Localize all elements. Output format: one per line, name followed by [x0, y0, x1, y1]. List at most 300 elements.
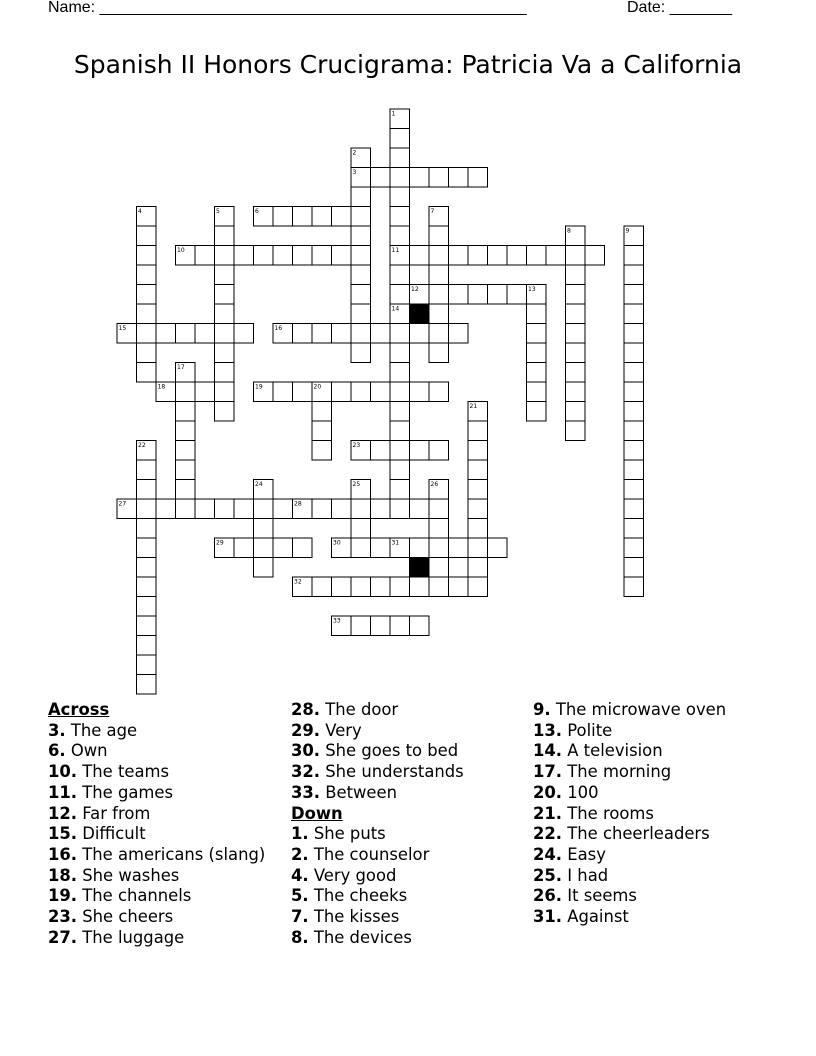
grid-cell[interactable]: [488, 538, 508, 558]
grid-cell[interactable]: [293, 382, 313, 402]
grid-cell[interactable]: [371, 441, 391, 461]
grid-cell[interactable]: [371, 577, 391, 597]
clue-text: She goes to bed: [320, 741, 459, 761]
grid-cell[interactable]: [176, 324, 196, 344]
grid-cell[interactable]: [527, 363, 547, 383]
grid-cell[interactable]: [390, 402, 410, 422]
grid-cell[interactable]: [215, 304, 235, 324]
grid-cell[interactable]: [468, 519, 488, 539]
name-field[interactable]: Name: ________________________________________________: [48, 0, 527, 16]
grid-cell[interactable]: [371, 499, 391, 519]
grid-cell[interactable]: [390, 324, 410, 344]
grid-cell[interactable]: [273, 499, 293, 519]
grid-cell[interactable]: [332, 499, 352, 519]
grid-cell[interactable]: [351, 207, 371, 227]
grid-cell[interactable]: [449, 538, 469, 558]
grid-cell[interactable]: [351, 285, 371, 305]
grid-cell[interactable]: [215, 402, 235, 422]
grid-cell[interactable]: [507, 246, 527, 266]
clue-item: [533, 741, 726, 762]
grid-cell[interactable]: [176, 402, 196, 422]
clue-number: 27: [118, 500, 127, 508]
clue-text: I had: [562, 865, 609, 885]
clue-num: 20.: [533, 782, 563, 802]
grid-cell[interactable]: [293, 324, 313, 344]
grid-cell[interactable]: [332, 382, 352, 402]
grid-cell[interactable]: [527, 382, 547, 402]
grid-cell[interactable]: [468, 558, 488, 578]
grid-cell[interactable]: [137, 460, 157, 480]
grid-cell[interactable]: [527, 402, 547, 422]
grid-cell[interactable]: [234, 538, 254, 558]
clue-num: 19.: [48, 886, 78, 906]
grid-cell[interactable]: [332, 246, 352, 266]
grid-cell[interactable]: [176, 382, 196, 402]
grid-cell[interactable]: [156, 499, 176, 519]
grid-cell[interactable]: [624, 460, 644, 480]
clue-num: 23.: [48, 907, 78, 927]
clue-item: [48, 762, 265, 783]
clue-number: 21: [469, 403, 478, 410]
grid-cell[interactable]: [410, 538, 430, 558]
grid-cell[interactable]: [254, 519, 274, 539]
clue-number: 3: [352, 169, 357, 176]
clue-text: The channels: [77, 886, 192, 906]
grid-cell[interactable]: [566, 363, 586, 383]
grid-cell[interactable]: [390, 265, 410, 285]
grid-cell[interactable]: [449, 324, 469, 344]
grid-cell[interactable]: [624, 324, 644, 344]
clue-text: Against: [562, 907, 629, 927]
grid-cell[interactable]: [527, 343, 547, 363]
grid-cell[interactable]: [332, 324, 352, 344]
grid-cell[interactable]: [351, 343, 371, 363]
clue-item: [291, 741, 464, 762]
clue-number: 20: [313, 383, 322, 391]
grid-cell[interactable]: [410, 577, 430, 597]
clue-num: 21.: [533, 803, 563, 823]
grid-cell[interactable]: [273, 246, 293, 266]
grid-cell[interactable]: [624, 402, 644, 422]
blocked-cell: [410, 558, 430, 578]
grid-cell[interactable]: [371, 616, 391, 636]
grid-cell[interactable]: [371, 168, 391, 188]
clue-num: 30.: [291, 741, 321, 761]
clue-item: [291, 845, 464, 866]
grid-cell[interactable]: [312, 207, 332, 227]
clue-number: 12: [411, 286, 419, 293]
grid-cell[interactable]: [351, 616, 371, 636]
grid-cell[interactable]: [527, 246, 547, 266]
grid-cell[interactable]: [351, 324, 371, 344]
down-heading: Down: [291, 803, 343, 823]
grid-cell[interactable]: [195, 499, 215, 519]
grid-cell[interactable]: [137, 577, 157, 597]
grid-cell[interactable]: [390, 285, 410, 305]
grid-cell[interactable]: [351, 304, 371, 324]
grid-cell[interactable]: [312, 441, 332, 461]
grid-cell[interactable]: [507, 285, 527, 305]
grid-cell[interactable]: [449, 168, 469, 188]
clue-num: 31.: [533, 907, 563, 927]
grid-cell[interactable]: [390, 421, 410, 441]
grid-cell[interactable]: [215, 324, 235, 344]
grid-cell[interactable]: [137, 616, 157, 636]
clue-num: 28.: [291, 700, 321, 719]
grid-cell[interactable]: [429, 304, 449, 324]
grid-cell[interactable]: [624, 441, 644, 461]
grid-cell[interactable]: [468, 285, 488, 305]
grid-cell[interactable]: [390, 168, 410, 188]
grid-cell[interactable]: [254, 499, 274, 519]
clue-item: [48, 845, 265, 866]
clue-item: [533, 824, 726, 845]
clue-text: The teams: [77, 762, 170, 782]
clue-number: 15: [118, 325, 127, 332]
grid-cell[interactable]: [137, 265, 157, 285]
grid-cell[interactable]: [410, 324, 430, 344]
grid-cell[interactable]: [527, 324, 547, 344]
clue-item: [533, 783, 726, 804]
grid-cell[interactable]: [137, 304, 157, 324]
grid-cell[interactable]: [176, 460, 196, 480]
grid-cell[interactable]: [390, 187, 410, 207]
grid-cell[interactable]: [566, 324, 586, 344]
grid-cell[interactable]: [429, 441, 449, 461]
clue-num: 12.: [48, 803, 78, 823]
clue-item: [533, 845, 726, 866]
grid-cell[interactable]: [624, 304, 644, 324]
grid-cell[interactable]: [390, 616, 410, 636]
clue-item: [48, 907, 265, 928]
grid-cell[interactable]: [566, 402, 586, 422]
grid-cell[interactable]: [351, 265, 371, 285]
clue-number: 4: [138, 208, 142, 215]
clue-num: 33.: [291, 782, 321, 802]
grid-cell[interactable]: [410, 168, 430, 188]
grid-cell[interactable]: [566, 285, 586, 305]
grid-cell[interactable]: [624, 343, 644, 363]
clue-number: 16: [274, 325, 283, 332]
grid-cell[interactable]: [137, 226, 157, 246]
grid-cell[interactable]: [410, 616, 430, 636]
grid-cell[interactable]: [137, 324, 157, 344]
grid-cell[interactable]: [215, 499, 235, 519]
grid-cell[interactable]: [293, 207, 313, 227]
grid-cell[interactable]: [273, 207, 293, 227]
clue-text: The devices: [308, 927, 412, 947]
grid-cell[interactable]: [371, 538, 391, 558]
clue-number: 14: [391, 305, 400, 313]
clue-text: The microwave oven: [550, 700, 727, 719]
clue-num: 14.: [533, 741, 563, 761]
grid-cell[interactable]: [429, 558, 449, 578]
clue-num: 6.: [48, 741, 66, 761]
clue-item: [533, 762, 726, 783]
clue-number: 19: [255, 383, 263, 391]
grid-cell[interactable]: [137, 538, 157, 558]
grid-cell[interactable]: [566, 246, 586, 266]
grid-cell[interactable]: [410, 246, 430, 266]
grid-cell[interactable]: [624, 421, 644, 441]
clue-item: [291, 762, 464, 783]
clue-number: 25: [352, 481, 361, 488]
grid-cell[interactable]: [449, 577, 469, 597]
clue-text: She understands: [320, 762, 464, 782]
clue-num: 7.: [291, 907, 309, 927]
grid-cell[interactable]: [312, 324, 332, 344]
clue-num: 26.: [533, 886, 563, 906]
clue-number: 2: [352, 149, 357, 157]
date-field[interactable]: Date: _______: [627, 0, 732, 16]
grid-cell[interactable]: [156, 324, 176, 344]
clue-item: [291, 721, 464, 742]
grid-cell[interactable]: [312, 421, 332, 441]
grid-cell[interactable]: [234, 499, 254, 519]
grid-cell[interactable]: [624, 519, 644, 539]
grid-cell[interactable]: [254, 538, 274, 558]
grid-cell[interactable]: [215, 265, 235, 285]
grid-cell[interactable]: [176, 421, 196, 441]
grid-cell[interactable]: [351, 499, 371, 519]
grid-cell[interactable]: [390, 577, 410, 597]
clue-num: 29.: [291, 720, 321, 740]
clue-item: [48, 783, 265, 804]
grid-cell[interactable]: [137, 519, 157, 539]
clue-number: 28: [294, 500, 302, 508]
clue-text: The kisses: [308, 907, 400, 927]
grid-cell[interactable]: [390, 382, 410, 402]
grid-cell[interactable]: [351, 577, 371, 597]
grid-cell[interactable]: [429, 226, 449, 246]
clue-text: The counselor: [308, 844, 430, 864]
grid-cell[interactable]: [468, 441, 488, 461]
grid-cell[interactable]: [410, 441, 430, 461]
grid-cell[interactable]: [624, 558, 644, 578]
grid-cell[interactable]: [351, 382, 371, 402]
grid-cell[interactable]: [468, 168, 488, 188]
grid-cell[interactable]: [390, 226, 410, 246]
grid-cell[interactable]: [527, 304, 547, 324]
clue-item: [48, 886, 265, 907]
grid-cell[interactable]: [566, 382, 586, 402]
grid-cell[interactable]: [624, 382, 644, 402]
clue-num: 17.: [533, 762, 563, 782]
clue-number: 32: [294, 578, 302, 586]
clue-item: [48, 741, 265, 762]
grid-cell[interactable]: [351, 538, 371, 558]
grid-cell[interactable]: [468, 480, 488, 500]
grid-cell[interactable]: [624, 577, 644, 597]
clue-num: 13.: [533, 720, 563, 740]
clue-item: [533, 866, 726, 887]
grid-cell[interactable]: [215, 246, 235, 266]
grid-cell[interactable]: [429, 168, 449, 188]
grid-cell[interactable]: [546, 246, 566, 266]
grid-cell[interactable]: [137, 558, 157, 578]
grid-cell[interactable]: [390, 363, 410, 383]
clue-number: 1: [391, 110, 396, 118]
clue-number: 6: [255, 208, 259, 215]
grid-cell[interactable]: [137, 480, 157, 500]
clue-number: 26: [430, 481, 439, 488]
grid-cell[interactable]: [488, 285, 508, 305]
clue-num: 4.: [291, 865, 309, 885]
grid-cell[interactable]: [137, 363, 157, 383]
grid-cell[interactable]: [624, 480, 644, 500]
grid-cell[interactable]: [137, 597, 157, 617]
clue-text: The luggage: [77, 927, 185, 947]
grid-cell[interactable]: [585, 246, 605, 266]
clue-text: The door: [320, 700, 399, 719]
grid-cell[interactable]: [254, 246, 274, 266]
grid-cell[interactable]: [390, 343, 410, 363]
clue-number: 30: [333, 539, 341, 547]
grid-cell[interactable]: [390, 129, 410, 149]
blocked-cell: [410, 304, 430, 324]
grid-cell[interactable]: [351, 246, 371, 266]
grid-cell[interactable]: [488, 246, 508, 266]
clue-number: 8: [567, 227, 571, 235]
grid-cell[interactable]: [624, 246, 644, 266]
clue-num: 25.: [533, 865, 563, 885]
grid-cell[interactable]: [468, 246, 488, 266]
grid-cell[interactable]: [566, 265, 586, 285]
grid-cell[interactable]: [137, 246, 157, 266]
clue-num: 2.: [291, 844, 309, 864]
clue-item: [48, 804, 265, 825]
clue-item: [48, 721, 265, 742]
grid-cell[interactable]: [273, 382, 293, 402]
grid-cell[interactable]: [371, 324, 391, 344]
grid-cell[interactable]: [624, 265, 644, 285]
clue-text: Very: [320, 720, 362, 740]
clue-number: 31: [391, 539, 400, 547]
grid-cell[interactable]: [624, 499, 644, 519]
grid-cell[interactable]: [215, 343, 235, 363]
grid-cell[interactable]: [215, 382, 235, 402]
grid-cell[interactable]: [273, 538, 293, 558]
clue-number: 5: [216, 208, 220, 215]
clue-text: She puts: [308, 824, 386, 844]
grid-cell[interactable]: [137, 655, 157, 675]
grid-cell[interactable]: [293, 538, 313, 558]
clue-number: 24: [255, 481, 263, 488]
grid-cell[interactable]: [468, 499, 488, 519]
grid-cell[interactable]: [137, 343, 157, 363]
grid-cell[interactable]: [429, 343, 449, 363]
grid-cell[interactable]: [371, 382, 391, 402]
grid-cell[interactable]: [429, 246, 449, 266]
clue-text: Own: [65, 741, 108, 761]
clue-text: Between: [320, 782, 397, 802]
grid-cell[interactable]: [390, 207, 410, 227]
grid-cell[interactable]: [624, 363, 644, 383]
clue-text: It seems: [562, 886, 637, 906]
grid-cell[interactable]: [137, 636, 157, 656]
grid-cell[interactable]: [234, 324, 254, 344]
grid-cell[interactable]: [195, 324, 215, 344]
clue-num: 15.: [48, 824, 78, 844]
grid-cell[interactable]: [410, 382, 430, 402]
grid-cell[interactable]: [293, 246, 313, 266]
grid-cell[interactable]: [332, 577, 352, 597]
grid-cell[interactable]: [234, 246, 254, 266]
clue-num: 22.: [533, 824, 563, 844]
grid-cell[interactable]: [449, 246, 469, 266]
grid-cell[interactable]: [215, 363, 235, 383]
grid-cell[interactable]: [410, 499, 430, 519]
clue-num: 24.: [533, 844, 563, 864]
grid-cell[interactable]: [137, 499, 157, 519]
grid-cell[interactable]: [566, 421, 586, 441]
grid-cell[interactable]: [176, 499, 196, 519]
grid-cell[interactable]: [215, 285, 235, 305]
across-heading: Across: [48, 700, 110, 719]
grid-cell[interactable]: [312, 499, 332, 519]
grid-cell[interactable]: [137, 285, 157, 305]
grid-cell[interactable]: [176, 441, 196, 461]
clue-num: 8.: [291, 927, 309, 947]
grid-cell[interactable]: [468, 460, 488, 480]
grid-cell[interactable]: [312, 246, 332, 266]
grid-cell[interactable]: [351, 519, 371, 539]
grid-cell[interactable]: [429, 519, 449, 539]
grid-cell[interactable]: [468, 577, 488, 597]
grid-cell[interactable]: [429, 499, 449, 519]
clue-text: Polite: [562, 720, 613, 740]
clue-column-1: [48, 700, 265, 948]
clue-num: 9.: [533, 700, 551, 719]
grid-cell[interactable]: [429, 285, 449, 305]
grid-cell[interactable]: [468, 421, 488, 441]
grid-cell[interactable]: [390, 499, 410, 519]
grid-cell[interactable]: [351, 187, 371, 207]
grid-cell[interactable]: [254, 558, 274, 578]
grid-cell[interactable]: [429, 577, 449, 597]
grid-cell[interactable]: [351, 226, 371, 246]
grid-cell[interactable]: [468, 538, 488, 558]
grid-cell[interactable]: [390, 460, 410, 480]
grid-cell[interactable]: [312, 402, 332, 422]
grid-cell[interactable]: [624, 285, 644, 305]
grid-cell[interactable]: [390, 148, 410, 168]
grid-cell[interactable]: [390, 480, 410, 500]
grid-cell[interactable]: [390, 441, 410, 461]
clue-text: The cheerleaders: [562, 824, 710, 844]
grid-cell[interactable]: [566, 343, 586, 363]
grid-cell[interactable]: [429, 265, 449, 285]
grid-cell[interactable]: [429, 538, 449, 558]
clue-num: 27.: [48, 927, 78, 947]
grid-cell[interactable]: [215, 226, 235, 246]
grid-cell[interactable]: [449, 285, 469, 305]
clue-text: The cheeks: [308, 886, 408, 906]
grid-cell[interactable]: [176, 480, 196, 500]
clue-number: 18: [157, 383, 166, 391]
clue-number: 10: [177, 247, 185, 254]
grid-cell[interactable]: [195, 246, 215, 266]
grid-cell[interactable]: [332, 207, 352, 227]
grid-cell[interactable]: [624, 538, 644, 558]
clue-item: [291, 824, 464, 845]
grid-cell[interactable]: [137, 675, 157, 695]
grid-cell[interactable]: [195, 382, 215, 402]
grid-cell[interactable]: [429, 324, 449, 344]
grid-cell[interactable]: [566, 304, 586, 324]
grid-cell[interactable]: [429, 382, 449, 402]
grid-cell[interactable]: [312, 577, 332, 597]
